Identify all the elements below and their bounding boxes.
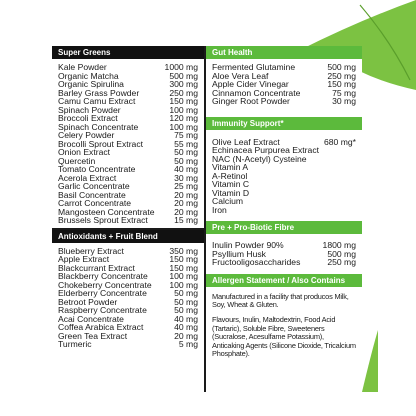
right-column <box>204 46 362 392</box>
ingredient-amount: 100 mg <box>169 271 198 281</box>
list-item: NAC (N-Acetyl) Cysteine <box>212 153 307 164</box>
ingredient-name: Acerola Extract <box>58 172 117 183</box>
ingredient-amount: 50 mg <box>174 288 198 298</box>
ingredient-name: Chokeberry Concentrate <box>58 279 152 290</box>
ingredient-name: Barley Grass Powder <box>58 87 140 98</box>
ingredient-amount: 30 mg <box>174 172 198 183</box>
ingredient-amount: 75 mg <box>174 130 198 140</box>
super-greens-header: Super Greens <box>52 46 204 59</box>
ingredient-amount: 500 mg <box>169 70 198 81</box>
list-item: A-Retinol <box>212 170 248 181</box>
ingredient-amount: 40 mg <box>174 313 198 324</box>
ingredient-amount: 40 mg <box>174 164 198 174</box>
list-item: Iron <box>212 204 227 215</box>
list-item <box>58 216 198 225</box>
gut-health-header: Gut Health <box>206 46 362 59</box>
ingredient-name: Acai Concentrate <box>58 313 124 324</box>
ingredient-amount: 350 mg <box>169 245 198 256</box>
ingredient-amount: 250 mg <box>327 70 356 81</box>
ingredient-name: Celery Powder <box>58 130 115 140</box>
ingredient-amount: 40 mg <box>174 322 198 332</box>
ingredient-name: Green Tea Extract <box>58 330 128 341</box>
ingredient-amount: 20 mg <box>174 189 198 200</box>
ingredient-amount: 300 mg <box>169 79 198 89</box>
ingredient-amount: 500 mg <box>327 248 356 259</box>
ingredient-name: Carrot Concentrate <box>58 198 132 208</box>
left-column <box>52 46 204 352</box>
list-item <box>212 97 356 106</box>
ingredient-name: Olive Leaf Extract <box>212 136 280 147</box>
super-greens-list <box>52 59 204 228</box>
ingredient-amount: 1000 mg <box>164 62 198 72</box>
ingredient-name: Fructooligosaccharides <box>212 257 301 267</box>
antioxidants-header: Antioxidants + Fruit Blend <box>52 230 204 243</box>
list-item: Echinacea Purpurea Extract <box>212 145 320 155</box>
ingredient-name: Blueberry Extract <box>58 245 124 256</box>
ingredient-name: Quercetin <box>58 155 96 166</box>
ingredient-amount: 50 mg <box>174 147 198 157</box>
ingredient-amount: 55 mg <box>174 138 198 149</box>
ingredient-amount: 680 mg* <box>323 136 356 147</box>
ingredient-amount: 100 mg <box>169 121 198 132</box>
ingredient-amount: 50 mg <box>174 155 198 166</box>
ingredient-amount: 75 mg <box>332 87 356 98</box>
ingredient-name: Inulin Powder 90% <box>212 240 284 250</box>
fibre-list <box>206 234 362 270</box>
ingredient-name: Psyllium Husk <box>212 248 266 259</box>
ingredient-amount: 20 mg <box>174 198 198 208</box>
ingredient-name: Blackberry Concentrate <box>58 271 148 281</box>
ingredient-amount: 25 mg <box>174 181 198 191</box>
ingredient-name: Blackcurrant Extract <box>58 262 135 273</box>
ingredient-amount: 5 mg <box>178 339 198 349</box>
ingredient-name: Onion Extract <box>58 147 111 157</box>
ingredient-name: Aloe Vera Leaf <box>212 70 269 81</box>
ingredient-amount: 150 mg <box>327 79 356 89</box>
ingredient-name: Camu Camu Extract <box>58 96 136 106</box>
ingredient-amount: 20 mg <box>174 206 198 217</box>
allergen-header: Allergen Statement / Also Contains <box>206 274 362 287</box>
ingredient-amount: 150 mg <box>169 262 198 273</box>
also-contains-text: Flavours, Inulin, Maltodextrin, Food Acid (Tartaric), Soluble Fibre, Sweeteners (Sucralose, Acesulfame Potassium), Anticaking Agents (Silicone Dioxide, Tricalcium Phosphate). <box>212 315 356 358</box>
gut-health-list <box>206 59 362 109</box>
ingredient-amount: 15 mg <box>174 215 198 225</box>
ingredient-amount: 50 mg <box>174 305 198 315</box>
ingredient-name: Fermented Glutamine <box>212 62 296 72</box>
ingredient-name: Apple Extract <box>58 254 110 264</box>
ingredient-name: Garlic Concentrate <box>58 181 130 191</box>
ingredient-amount: 500 mg <box>327 62 356 72</box>
ingredient-name: Organic Spirulina <box>58 79 124 89</box>
ingredient-name: Spinach Concentrate <box>58 121 139 132</box>
ingredient-name: Basil Concentrate <box>58 189 126 200</box>
ingredient-name: Brocolli Sprout Extract <box>58 138 144 149</box>
ingredient-amount: 30 mg <box>332 96 356 106</box>
ingredient-amount: 20 mg <box>174 330 198 341</box>
ingredient-name: Raspberry Concentrate <box>58 305 147 315</box>
ingredient-name: Apple Cider Vinegar <box>212 79 289 89</box>
ingredient-name: Organic Matcha <box>58 70 119 81</box>
immunity-list <box>206 130 362 218</box>
fibre-header: Pre + Pro-Biotic Fibre <box>206 221 362 234</box>
ingredient-name: Spinach Powder <box>58 104 121 115</box>
allergen-body <box>206 287 362 362</box>
ingredient-amount: 250 mg <box>327 257 356 267</box>
ingredient-name: Elderberry Concentrate <box>58 288 147 298</box>
antioxidants-list <box>52 243 204 352</box>
list-item: Vitamin C <box>212 179 250 189</box>
immunity-items <box>212 146 356 214</box>
ingredient-amount: 100 mg <box>169 104 198 115</box>
ingredient-name: Kale Powder <box>58 62 107 72</box>
ingredient-name: Betroot Powder <box>58 296 118 307</box>
immunity-header: Immunity Support* <box>206 117 362 130</box>
ingredient-amount: 250 mg <box>169 87 198 98</box>
ingredient-name: Mangosteen Concentrate <box>58 206 155 217</box>
ingredient-name: Tomato Concentrate <box>58 164 136 174</box>
ingredient-amount: 50 mg <box>174 296 198 307</box>
list-item: Vitamin A <box>212 162 249 172</box>
ingredient-name: Cinnamon Concentrate <box>212 87 301 98</box>
ingredient-name: Coffea Arabica Extract <box>58 322 144 332</box>
ingredient-name: Turmeric <box>58 339 92 349</box>
ingredient-amount: 1800 mg <box>322 240 356 250</box>
ingredient-amount: 100 mg <box>169 279 198 290</box>
allergen-statement: Manufactured in a facility that producos Milk, Soy, Wheat & Gluten. <box>212 291 349 309</box>
ingredient-amount: 150 mg <box>169 254 198 264</box>
ingredient-amount: 150 mg <box>169 96 198 106</box>
ingredient-name: Ginger Root Powder <box>212 96 290 106</box>
supplement-facts-panel <box>52 46 362 392</box>
ingredient-name: Broccoli Extract <box>58 113 118 123</box>
ingredient-name: Brussels Sprout Extract <box>58 215 148 225</box>
list-item: Vitamin D <box>212 187 250 198</box>
list-item <box>212 258 356 267</box>
ingredient-amount: 120 mg <box>169 113 198 123</box>
list-item <box>58 340 198 349</box>
list-item: Calcium <box>212 196 244 206</box>
